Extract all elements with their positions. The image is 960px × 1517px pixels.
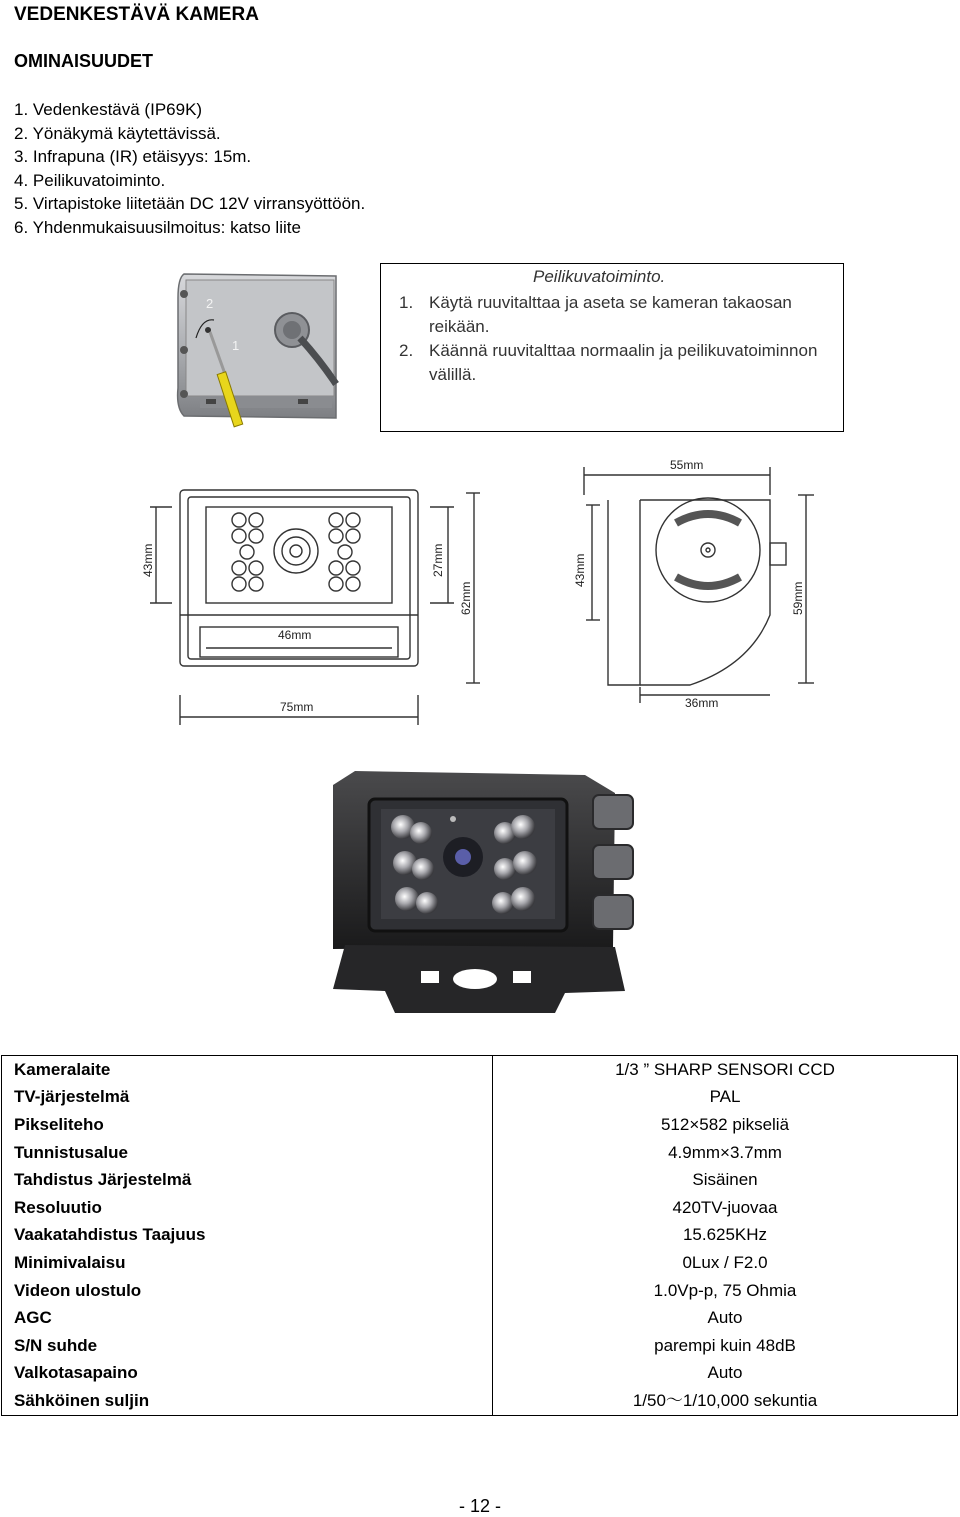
features-list	[14, 98, 365, 240]
spec-label: Minimivalaisu	[2, 1249, 493, 1277]
spec-value: Auto	[493, 1304, 958, 1332]
dim-side-total-height: 59mm	[791, 581, 805, 615]
feature-item: 6. Yhdenmukaisuusilmoitus: katso liite	[14, 217, 301, 237]
mirror-step	[399, 291, 819, 339]
spec-value: 1/3 ” SHARP SENSORI CCD	[493, 1056, 958, 1084]
dim-inner-height: 27mm	[431, 543, 445, 577]
feature-item: 2. Yönäkymä käytettävissä.	[14, 123, 221, 143]
table-row	[2, 1387, 958, 1415]
table-row	[2, 1111, 958, 1139]
label-2: 2	[206, 296, 214, 311]
table-row	[2, 1332, 958, 1360]
spec-value: 1.0Vp-p, 75 Ohmia	[493, 1277, 958, 1305]
spec-value: parempi kuin 48dB	[493, 1332, 958, 1360]
section-title: OMINAISUUDET	[14, 51, 153, 71]
spec-label: Vaakatahdistus Taajuus	[2, 1222, 493, 1250]
label-1: 1	[232, 338, 240, 353]
spec-label: Kameralaite	[2, 1056, 493, 1084]
dim-front-height: 43mm	[141, 543, 155, 577]
step-number: 2.	[399, 341, 414, 360]
camera-front-photo	[325, 765, 645, 1025]
spec-value: 0Lux / F2.0	[493, 1249, 958, 1277]
spec-label: S/N suhde	[2, 1332, 493, 1360]
spec-label: Tahdistus Järjestelmä	[2, 1166, 493, 1194]
table-row	[2, 1194, 958, 1222]
table-row	[2, 1084, 958, 1112]
feature-item: 3. Infrapuna (IR) etäisyys: 15m.	[14, 147, 252, 167]
page-number: - 12 -	[458, 1496, 501, 1516]
spec-value: 4.9mm×3.7mm	[493, 1139, 958, 1167]
table-row	[2, 1139, 958, 1167]
dim-side-top-width: 55mm	[670, 458, 704, 472]
step-text: Käännä ruuvitalttaa normaalin ja peilikuvatoiminnon välillä.	[429, 341, 818, 384]
step-number: 1.	[399, 293, 414, 312]
table-row	[2, 1277, 958, 1305]
dim-inner-width: 46mm	[278, 628, 312, 642]
dimension-drawing	[130, 455, 830, 730]
table-row	[2, 1056, 958, 1084]
step-text: Käytä ruuvitalttaa ja aseta se kameran takaosan reikään.	[429, 293, 792, 336]
spec-value: Auto	[493, 1360, 958, 1388]
table-row	[2, 1304, 958, 1332]
spec-label: Pikseliteho	[2, 1111, 493, 1139]
spec-label: Sähköinen suljin	[2, 1387, 493, 1415]
spec-value: 420TV-juovaa	[493, 1194, 958, 1222]
spec-label: TV-järjestelmä	[2, 1084, 493, 1112]
table-row	[2, 1222, 958, 1250]
spec-label: Valkotasapaino	[2, 1360, 493, 1388]
spec-value: PAL	[493, 1084, 958, 1112]
table-row	[2, 1360, 958, 1388]
feature-item: 4. Peilikuvatoiminto.	[14, 170, 166, 190]
spec-value: 512×582 pikseliä	[493, 1111, 958, 1139]
dim-side-base-width: 36mm	[685, 696, 719, 710]
spec-label: AGC	[2, 1304, 493, 1332]
mirror-step	[399, 339, 819, 387]
spec-value: 15.625KHz	[493, 1222, 958, 1250]
spec-label: Videon ulostulo	[2, 1277, 493, 1305]
table-row	[2, 1166, 958, 1194]
page-title: VEDENKESTÄVÄ KAMERA	[14, 4, 259, 25]
spec-value: Sisäinen	[493, 1166, 958, 1194]
dim-total-height: 62mm	[459, 581, 473, 615]
feature-item: 1. Vedenkestävä (IP69K)	[14, 100, 203, 119]
dim-total-width: 75mm	[280, 700, 314, 714]
spec-label: Resoluutio	[2, 1194, 493, 1222]
dim-side-height: 43mm	[573, 553, 587, 587]
table-row	[2, 1249, 958, 1277]
spec-label: Tunnistusalue	[2, 1139, 493, 1167]
mirror-box-title: Peilikuvatoiminto.	[533, 267, 666, 286]
feature-item: 5. Virtapistoke liitetään DC 12V virransyöttöön.	[14, 194, 366, 214]
camera-rear-photo	[170, 268, 340, 433]
spec-value: 1/50～1/10,000 sekuntia	[493, 1387, 958, 1415]
mirror-function-box	[380, 263, 844, 432]
spec-table	[1, 1055, 958, 1416]
